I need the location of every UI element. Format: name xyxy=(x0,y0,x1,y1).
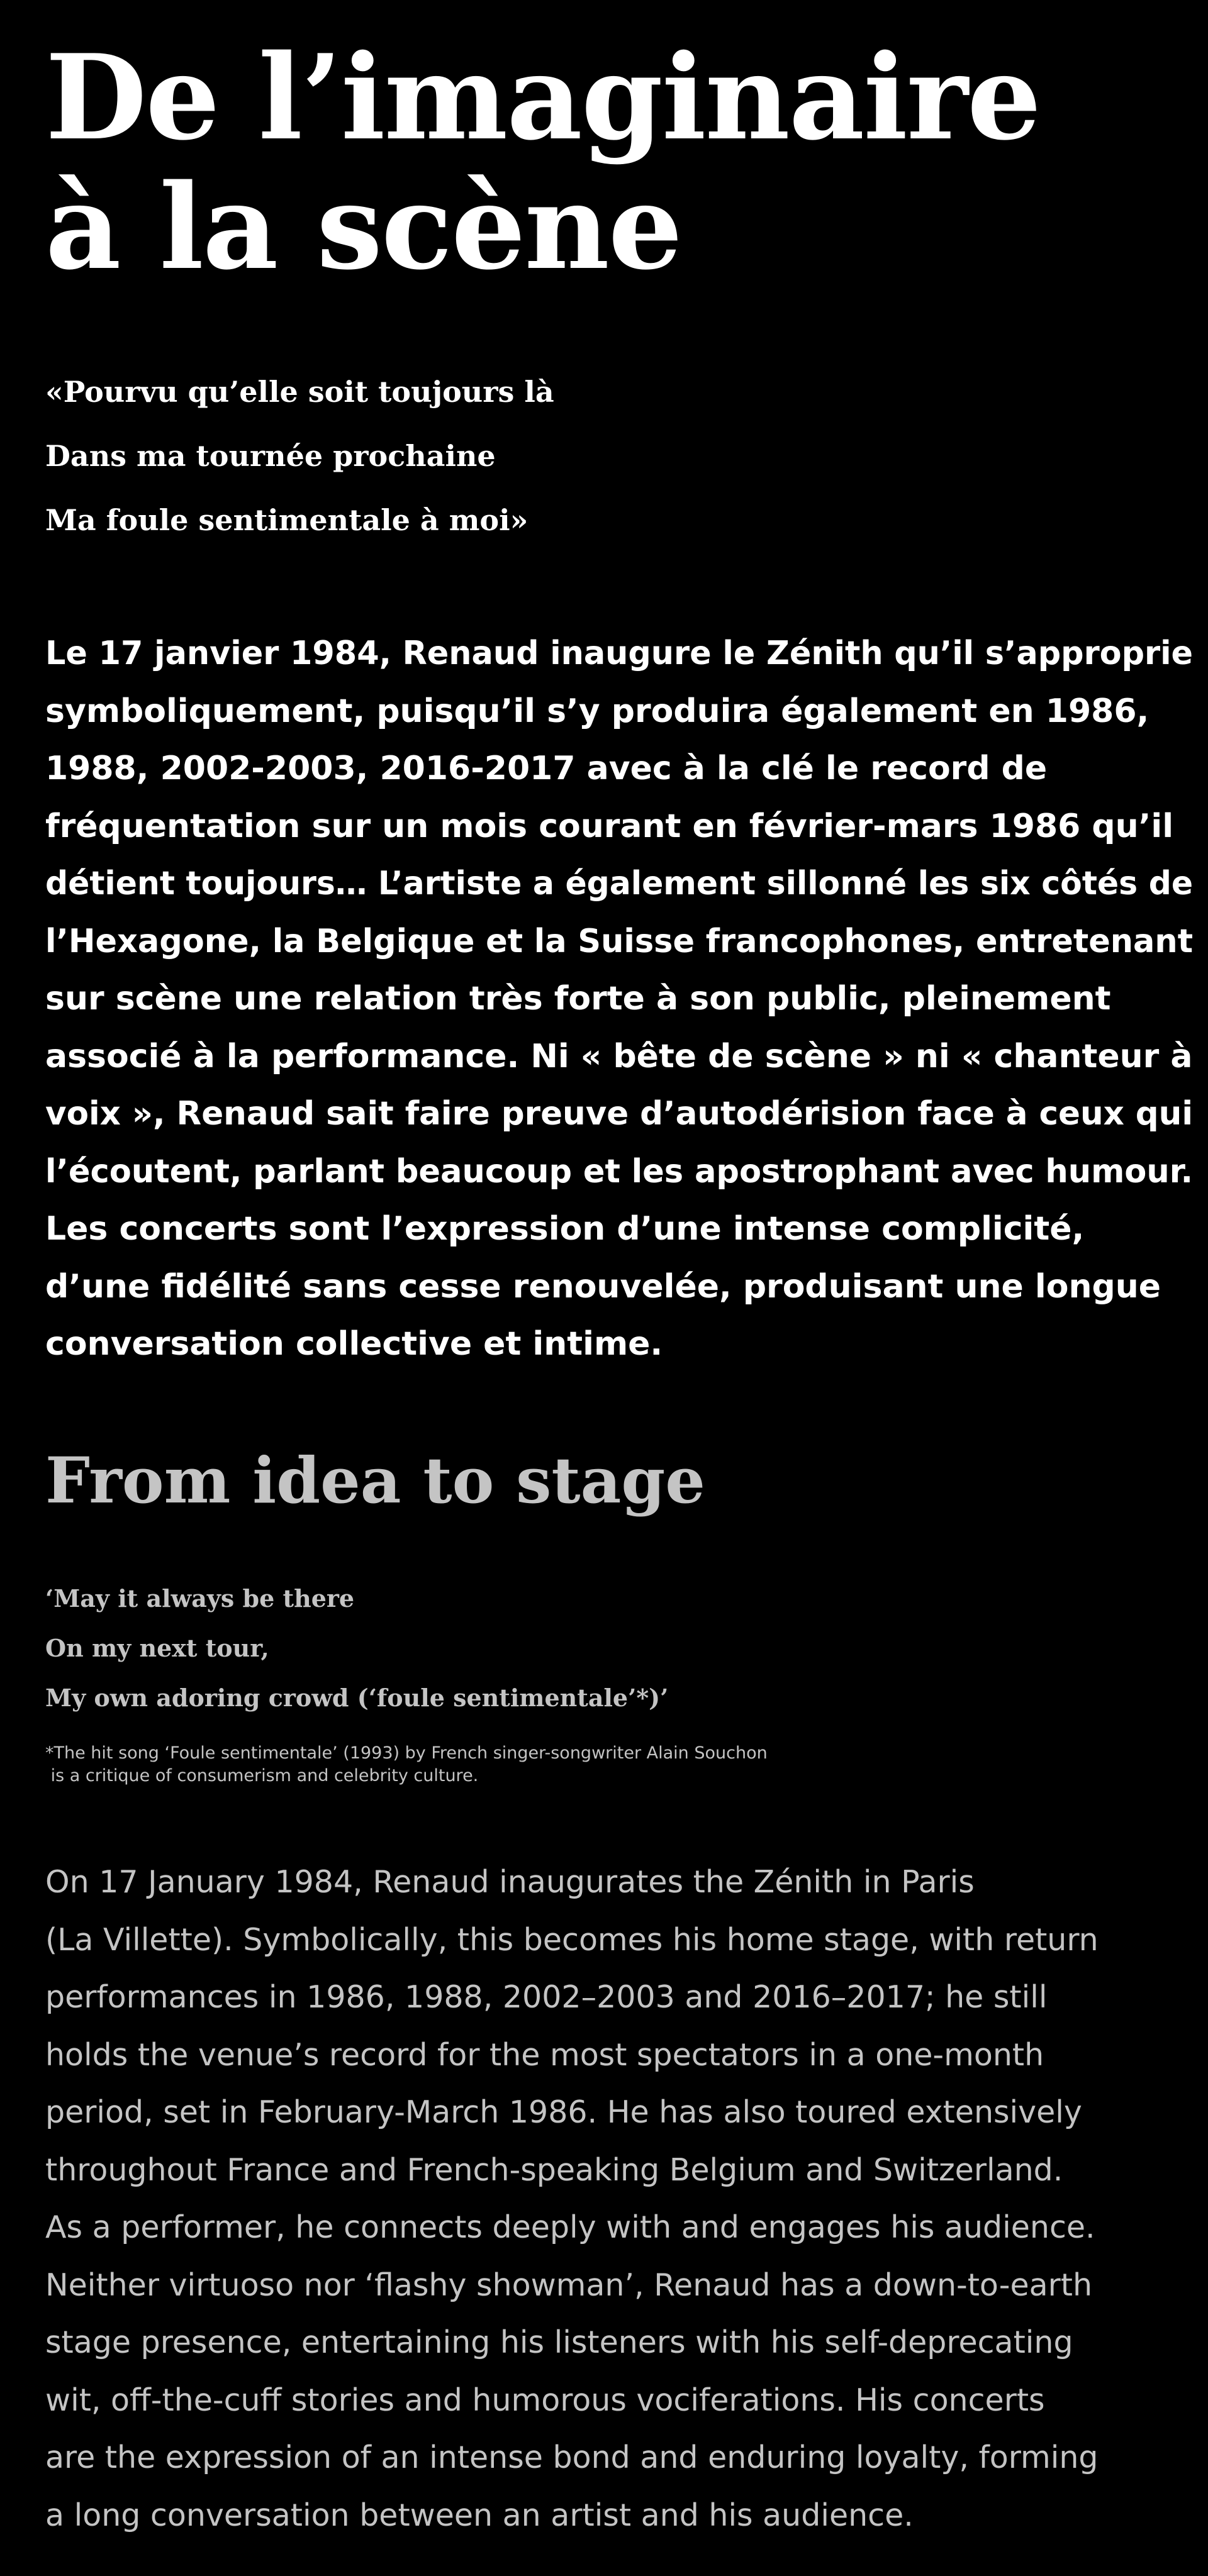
french-title xyxy=(45,28,1041,296)
english-body-line: throughout France and French-speaking Belgium and Switzerland. xyxy=(45,2151,1063,2188)
english-body-line: As a performer, he connects deeply with and engages his audience. xyxy=(45,2209,1095,2245)
footnote xyxy=(45,1742,768,1787)
english-body-line: (La Villette). Symbolically, this becomes his home stage, with return xyxy=(45,1921,1099,1958)
french-body-line: symboliquement, puisqu’il s’y produira également en 1986, xyxy=(45,692,1149,730)
english-body-line: holds the venue’s record for the most spectators in a one-month xyxy=(45,2036,1044,2073)
english-body-line: are the expression of an intense bond and enduring loyalty, forming xyxy=(45,2440,1099,2475)
french-body-text xyxy=(45,625,1194,1374)
english-body-line: Neither virtuoso nor ‘flashy showman’, Renaud has a down-to-earth xyxy=(45,2267,1093,2303)
footnote-line: is a critique of consumerism and celebrity culture. xyxy=(45,1766,479,1785)
english-quote-line: On my next tour, xyxy=(45,1634,269,1662)
english-body-text xyxy=(45,1853,1165,2544)
french-quote-line: Dans ma tournée prochaine xyxy=(45,439,496,473)
french-quote-line: «Pourvu qu’elle soit toujours là xyxy=(45,375,554,409)
french-body-line: l’Hexagone, la Belgique et la Suisse francophones, entretenant xyxy=(45,922,1194,960)
french-title-line: à la scène xyxy=(45,158,682,296)
french-quote-line: Ma foule sentimentale à moi» xyxy=(45,503,528,537)
english-title: From idea to stage xyxy=(45,1443,705,1518)
english-quote xyxy=(45,1574,668,1723)
french-body-line: l’écoutent, parlant beaucoup et les apostrophant avec humour. xyxy=(45,1152,1194,1191)
french-body-line: sur scène une relation très forte à son public, pleinement xyxy=(45,980,1111,1018)
english-body-line: On 17 January 1984, Renaud inaugurates the Zénith in Paris xyxy=(45,1864,975,1900)
french-title-line: De l’imaginaire xyxy=(45,28,1041,166)
english-body-line: a long conversation between an artist and his audience. xyxy=(45,2497,914,2533)
english-body-line: performances in 1986, 1988, 2002–2003 and 2016–2017; he still xyxy=(45,1979,1048,2015)
french-body-line: 1988, 2002-2003, 2016-2017 avec à la clé le record de xyxy=(45,750,1048,787)
english-quote-line: ‘May it always be there xyxy=(45,1584,355,1613)
french-body-line: Le 17 janvier 1984, Renaud inaugure le Zénith qu’il s’approprie xyxy=(45,635,1194,672)
french-body-line: associé à la performance. Ni « bête de scène » ni « chanteur à xyxy=(45,1037,1193,1075)
french-body-line: voix », Renaud sait faire preuve d’autodérision face à ceux qui xyxy=(45,1095,1193,1133)
english-quote-line: My own adoring crowd (‘foule sentimentale’*)’ xyxy=(45,1684,669,1712)
french-quote xyxy=(45,360,554,552)
english-body-line: stage presence, entertaining his listeners with his self-deprecating xyxy=(45,2324,1073,2360)
english-body-line: period, set in February-March 1986. He has also toured extensively xyxy=(45,2094,1082,2130)
french-body-line: Les concerts sont l’expression d’une intense complicité, xyxy=(45,1210,1085,1248)
footnote-line: *The hit song ‘Foule sentimentale’ (1993) by French singer-songwriter Alain Souchon xyxy=(45,1743,768,1763)
french-body-line: conversation collective et intime. xyxy=(45,1325,663,1363)
english-body-line: wit, off-the-cuff stories and humorous vociferations. His concerts xyxy=(45,2382,1045,2418)
french-body-line: d’une fidélité sans cesse renouvelée, produisant une longue xyxy=(45,1267,1161,1306)
french-body-line: fréquentation sur un mois courant en février-mars 1986 qu’il xyxy=(45,807,1174,845)
french-body-line: détient toujours… L’artiste a également sillonné les six côtés de xyxy=(45,865,1194,902)
